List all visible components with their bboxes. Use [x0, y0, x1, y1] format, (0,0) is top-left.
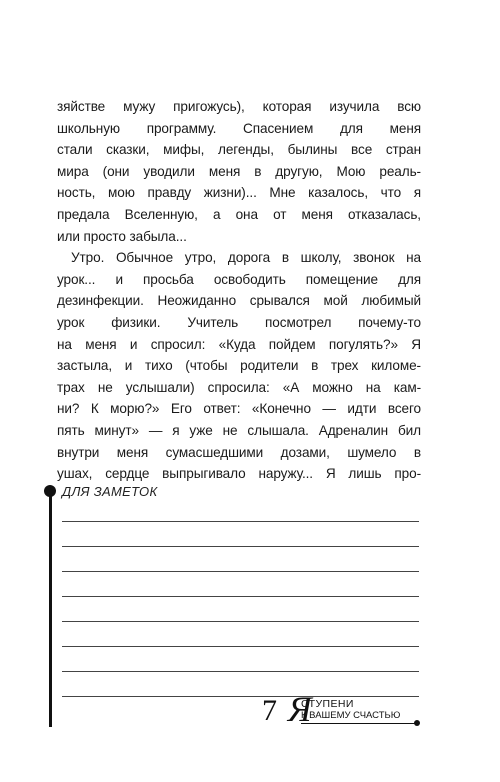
logo-underline: [301, 723, 415, 724]
text-line: внутри меня сумасшедшими дозами, шумело в: [57, 444, 421, 460]
note-line[interactable]: [62, 596, 419, 597]
note-line[interactable]: [62, 546, 419, 547]
text-line: школьную программу. Спасением для меня: [57, 120, 421, 136]
note-line[interactable]: [62, 571, 419, 572]
text-line: застыла, и тихо (чтобы родители в трех киломе-: [57, 358, 421, 374]
text-line: урок физики. Учитель посмотрел почему-то: [57, 314, 421, 330]
text-line: мира (они уводили меня в другую, Мою реаль-: [57, 163, 421, 179]
logo-title: СТУПЕНИ: [301, 698, 354, 710]
text-line: дезинфекции. Неожиданно срывался мой любимый: [57, 293, 421, 309]
text-line: трах не услышали) спросила: «А можно на кам-: [57, 379, 421, 395]
text-line: стали сказки, мифы, легенды, былины все стран: [57, 142, 421, 158]
text-line: Утро. Обычное утро, дорога в школу, звонок на: [71, 250, 421, 266]
note-line[interactable]: [62, 521, 419, 522]
text-line: предала Вселенную, а она от меня отказалась,: [57, 206, 421, 222]
note-line[interactable]: [62, 646, 419, 647]
text-line: урок... и просьба освободить помещение для: [57, 271, 421, 287]
note-line[interactable]: [62, 621, 419, 622]
notes-bullet-icon: [44, 485, 56, 497]
text-line: или просто забыла...: [57, 228, 187, 244]
text-line: зяйстве мужу пригожусь), которая изучила всю: [57, 99, 421, 114]
series-logo: [288, 689, 428, 729]
note-line[interactable]: [62, 671, 419, 672]
logo-subtitle: К ВАШЕМУ СЧАСТЬЮ: [301, 710, 401, 721]
logo-letter: Я: [288, 689, 312, 729]
text-line: ность, мою правду жизни)... Мне казалось, что я: [57, 185, 421, 201]
text-line: ушах, сердце выпрыгивало наружу... Я лишь про-: [57, 466, 421, 482]
notes-vertical-bar: [49, 489, 52, 727]
text-line: на меня и спросил: «Куда пойдем погулять?» Я: [57, 336, 421, 352]
text-line: пять минут» — я уже не слышала. Адреналин бил: [57, 422, 421, 438]
page-number: 7: [262, 694, 277, 727]
logo-dot-icon: [414, 720, 420, 726]
text-line: ни? К морю?» Его ответ: «Конечно — идти всего: [57, 401, 421, 417]
notes-label: ДЛЯ ЗАМЕТОК: [62, 484, 158, 499]
